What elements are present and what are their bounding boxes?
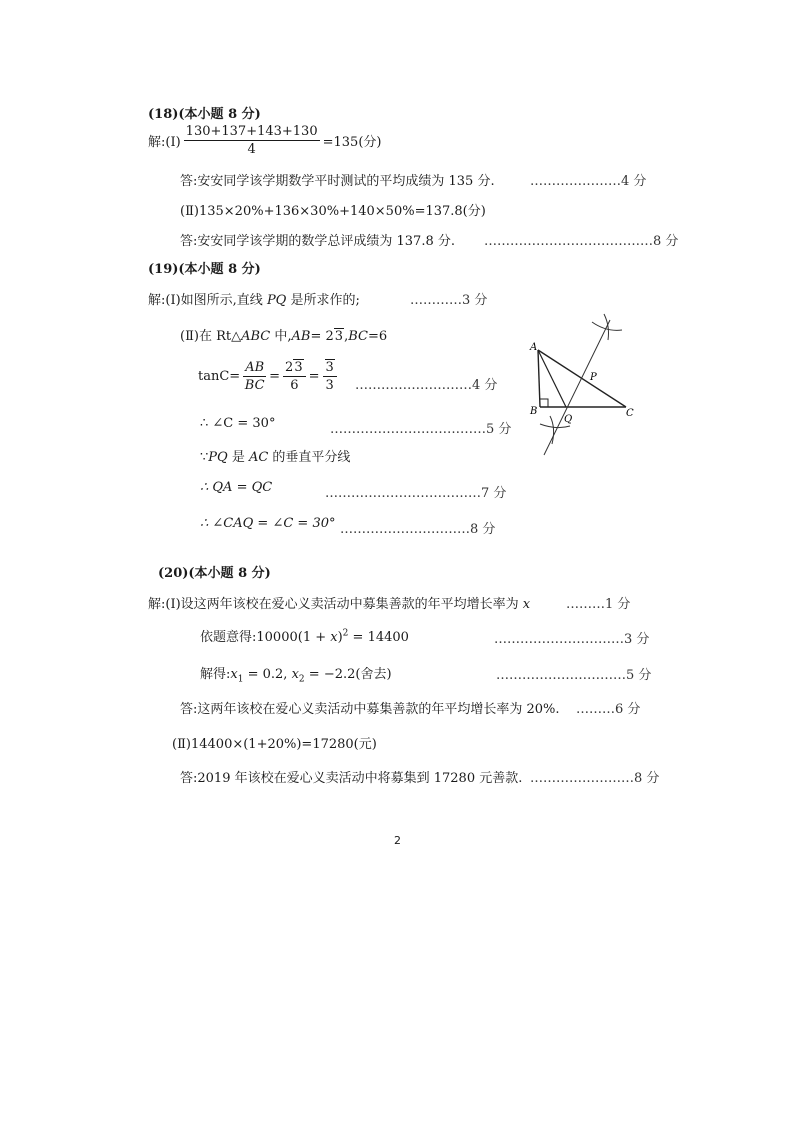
q19-ab-radical: 3 <box>334 329 344 344</box>
q19-tan-f1-num: AB <box>245 360 265 375</box>
q19-score-4: ………………………4 分 <box>355 378 498 393</box>
q19-comma: , <box>344 329 349 344</box>
q20-x1-value: = 0.2, <box>243 667 288 682</box>
q19-perp-pq: PQ <box>208 450 228 465</box>
q18-part2: (Ⅱ)135×20%+136×30%+140×50%=137.8(分) <box>180 204 486 219</box>
label-a: A <box>530 342 538 353</box>
q18-score-4: …………………4 分 <box>530 174 647 189</box>
q20-equation-c: = 14400 <box>348 630 409 645</box>
q20-part2: (Ⅱ)14400×(1+20%)=17280(元) <box>172 737 377 752</box>
q19-geometry-figure <box>520 300 650 460</box>
q20-score-3: …………………………3 分 <box>494 632 650 647</box>
q19-part1-text-end: 是所求作的; <box>286 293 360 308</box>
q19-perp-bisector <box>200 446 350 465</box>
q20-equation-x: x <box>330 630 338 645</box>
q19-score-8: …………………………8 分 <box>340 522 496 537</box>
q18-mean-fraction <box>184 124 320 157</box>
q19-part2 <box>180 325 387 344</box>
q19-tan-f3-radical: 3 <box>325 360 334 375</box>
q19-score-7: ………………………………7 分 <box>325 486 507 501</box>
q19-part1-text: 解:(Ⅰ)如图所示,直线 <box>148 293 267 308</box>
q20-score-1: ………1 分 <box>566 597 631 612</box>
q20-equation-a: 10000(1 + <box>256 630 331 645</box>
q19-angle-c: ∴ ∠C = 30° <box>200 416 276 431</box>
q19-bc-equals: =6 <box>367 329 388 344</box>
q19-part1 <box>148 289 360 308</box>
q19-header: (19)(本小题 8 分) <box>148 262 261 277</box>
q20-score-6: ………6 分 <box>576 702 641 717</box>
q19-score-5: ………………………………5 分 <box>330 422 512 437</box>
q19-tan-label: tanC= <box>198 369 241 384</box>
q19-side-bc: BC <box>348 329 368 344</box>
q19-tan-fraction-2 <box>283 360 306 393</box>
q18-part1 <box>148 124 381 157</box>
q20-x2-value: = −2.2(舍去) <box>304 667 392 682</box>
q19-tan-fraction-1 <box>243 360 266 393</box>
label-c: C <box>626 408 634 419</box>
q19-score-3: …………3 分 <box>410 293 488 308</box>
q20-equation <box>200 626 409 645</box>
q19-perp-mid: 是 <box>227 450 249 465</box>
q19-triangle-abc: ABC <box>241 329 271 344</box>
q19-because: ∵ <box>200 450 209 465</box>
q20-part1 <box>148 593 530 612</box>
side-ab <box>538 350 540 407</box>
q19-tan-eq-1: = <box>269 369 281 384</box>
q19-tan-eq-2: = <box>308 369 320 384</box>
q20-equation-label: 依题意得: <box>200 630 257 645</box>
q19-tan-f2-radical: 3 <box>294 360 303 375</box>
q19-tan-f2-num <box>283 360 306 377</box>
q19-tan-formula <box>198 360 340 393</box>
page-number: 2 <box>394 834 401 847</box>
q19-tan-f3-den: 3 <box>325 378 334 393</box>
q20-equation-exponent: 2 <box>342 628 349 639</box>
q18-answer-2: 答:安安同学该学期的数学总评成绩为 137.8 分. <box>180 234 455 249</box>
q20-score-8: ……………………8 分 <box>530 771 660 786</box>
q19-line-pq: PQ <box>266 293 287 308</box>
label-b: B <box>530 406 538 417</box>
q20-x2-sub: 2 <box>298 674 305 685</box>
side-ac <box>538 350 626 407</box>
q18-mean-result: =135(分) <box>322 135 382 150</box>
q20-solve <box>200 663 392 685</box>
q20-x2: x <box>291 667 299 682</box>
q19-side-ab: AB <box>291 329 311 344</box>
q18-answer-1: 答:安安同学该学期数学平时测试的平均成绩为 135 分. <box>180 174 495 189</box>
q20-x1-sub: 1 <box>237 674 244 685</box>
q20-equation-b: ) <box>337 630 343 645</box>
q19-tan-fraction-3 <box>323 360 337 393</box>
q18-fraction-denominator: 4 <box>247 142 256 157</box>
q20-solve-label: 解得: <box>200 667 231 682</box>
q20-header: (20)(本小题 8 分) <box>158 566 271 581</box>
q19-qa-equals-qc: ∴ QA = QC <box>200 480 273 495</box>
q18-score-8: …………………………………8 分 <box>484 234 679 249</box>
q19-ab-equals: = 2 <box>310 329 334 344</box>
right-angle-mark <box>540 399 548 407</box>
q19-tan-f2-coef: 2 <box>285 360 294 375</box>
q20-answer-2: 答:2019 年该校在爱心义卖活动中将募集到 17280 元善款. <box>180 771 523 786</box>
q18-header: (18)(本小题 8 分) <box>148 107 261 122</box>
q19-tan-f2-den: 6 <box>290 378 299 393</box>
q18-fraction-numerator: 130+137+143+130 <box>185 124 318 139</box>
q19-perp-end: 的垂直平分线 <box>268 450 351 465</box>
q20-x1: x <box>230 667 238 682</box>
q19-tan-f1-den: BC <box>244 378 265 393</box>
label-p: P <box>590 372 597 383</box>
q20-score-5: …………………………5 分 <box>496 668 652 683</box>
q20-variable-x: x <box>522 597 531 612</box>
label-q: Q <box>564 414 573 425</box>
q18-solution-label: 解:(Ⅰ) <box>148 135 181 150</box>
q19-part2-mid: 中, <box>270 329 292 344</box>
q20-answer-1: 答:这两年该校在爱心义卖活动中募集善款的年平均增长率为 20%. <box>180 702 560 717</box>
q19-tan-f3-num <box>323 360 337 377</box>
q19-perp-ac: AC <box>248 450 269 465</box>
q20-part1-text: 解:(Ⅰ)设这两年该校在爱心义卖活动中募集善款的年平均增长率为 <box>148 597 523 612</box>
q19-angle-caq: ∴ ∠CAQ = ∠C = 30° <box>200 516 336 531</box>
q19-part2-prefix: (Ⅱ)在 Rt△ <box>180 329 242 344</box>
